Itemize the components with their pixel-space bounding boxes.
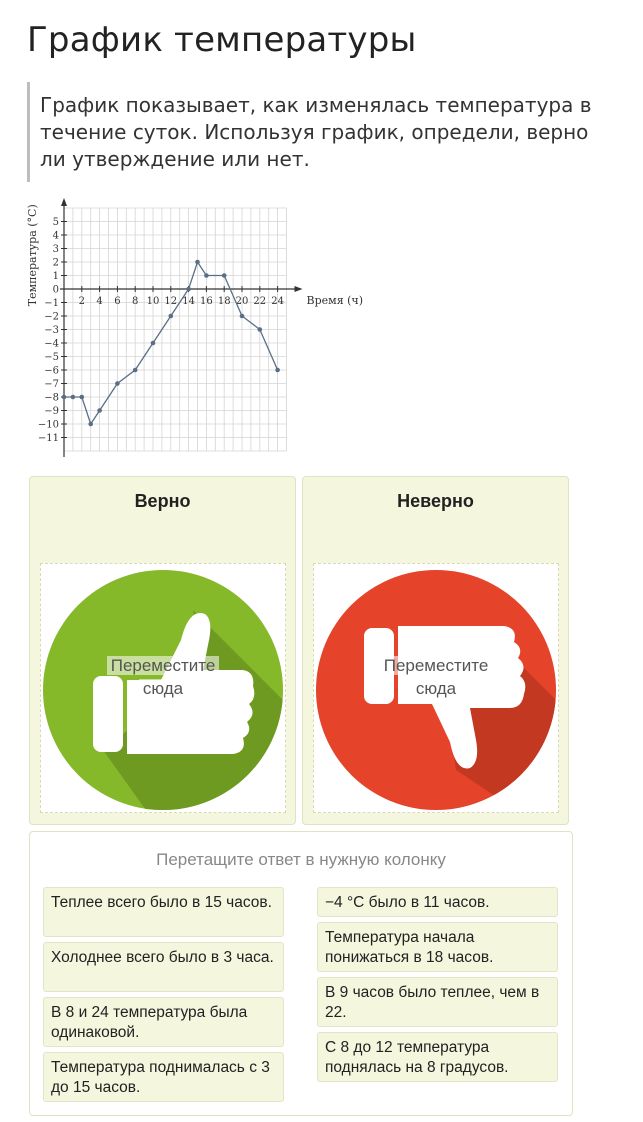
data-point [258,327,263,332]
data-point [88,422,93,427]
x-tick-label: 6 [114,296,121,307]
y-tick-label: −1 [44,298,59,309]
x-tick-label: 4 [96,296,103,307]
answer-card-5[interactable]: −4 °С было в 11 часов. [317,887,558,917]
y-tick-label: 5 [52,217,59,228]
data-point [97,408,102,413]
data-point [204,273,209,278]
x-tick-label: 20 [235,296,249,307]
drop-hint-true-line2: сюда [139,679,187,698]
y-tick-label: −5 [44,352,59,363]
data-point [169,314,174,319]
y-tick-label: −8 [44,392,59,404]
drop-hint-false-line2: сюда [412,679,460,698]
answer-card-3[interactable]: В 8 и 24 температура была одинаковой. [43,997,284,1047]
answer-bank [29,831,573,1116]
column-false-title: Неверно [397,491,474,511]
y-tick-label: −11 [37,433,59,444]
answer-card-2[interactable]: Холоднее всего было в 3 часа. [43,942,284,992]
temperature-graph-svg [20,198,580,458]
y-axis-label: Температура (°С) [26,204,39,307]
drop-hint-true-line1: Переместите [107,656,220,675]
y-tick-label: −3 [44,325,59,336]
data-point [115,381,120,386]
drop-hint-false [314,654,558,700]
data-point [222,273,227,278]
x-tick-label: 14 [182,296,195,307]
data-point [71,395,76,400]
data-point [80,395,85,400]
y-tick-label: 3 [52,244,59,255]
answer-bank-title: Перетащите ответ в нужную колонку [156,850,446,869]
x-tick-label: 8 [132,296,139,307]
y-tick-label: −7 [44,379,59,390]
y-tick-label: −9 [44,406,59,417]
drop-zone-false[interactable] [313,563,559,813]
x-tick-label: 10 [146,296,160,307]
y-tick-label: −4 [44,338,59,350]
y-tick-label: 0 [52,284,59,296]
x-tick-label: 24 [271,296,284,307]
data-point [62,395,67,400]
y-tick-label: 4 [52,230,59,242]
data-point [240,314,245,319]
temperature-graph [20,198,580,458]
data-point [195,260,200,265]
y-tick-label: −6 [44,365,59,377]
x-axis-label: Время (ч) [306,294,363,307]
y-tick-label: −2 [44,311,59,323]
data-point [133,368,138,373]
y-axis-arrow [61,198,67,206]
drop-hint-true [41,654,285,700]
answer-card-1[interactable]: Теплее всего было в 15 часов. [43,887,284,937]
column-true-title: Верно [134,491,191,511]
y-tick-label: 1 [52,271,59,282]
drop-hint-false-line1: Переместите [380,656,493,675]
x-axis-arrow [295,286,303,292]
page-title: График температуры [27,20,417,60]
column-false [302,476,569,825]
y-tick-label: −10 [37,419,59,431]
answer-card-7[interactable]: В 9 часов было теплее, чем в 22. [317,977,558,1027]
x-tick-label: 16 [200,296,213,307]
x-tick-label: 22 [253,296,267,307]
x-tick-label: 12 [164,296,178,307]
x-tick-label: 18 [217,296,231,307]
y-tick-label: 2 [52,257,59,269]
column-true [29,476,296,825]
data-point [151,341,156,346]
data-point [275,368,280,373]
answer-card-4[interactable]: Температура поднималась с 3 до 15 часов. [43,1052,284,1102]
answer-card-6[interactable]: Температура начала понижаться в 18 часов. [317,922,558,972]
x-tick-label: 2 [78,296,85,307]
drop-zone-true[interactable] [40,563,286,813]
task-description: График показывает, как изменялась температура в течение суток. Используя график, определи, верно ли утверждение или нет. [27,82,607,182]
data-point [186,287,191,292]
answer-card-8[interactable]: С 8 до 12 температура поднялась на 8 градусов. [317,1032,558,1082]
